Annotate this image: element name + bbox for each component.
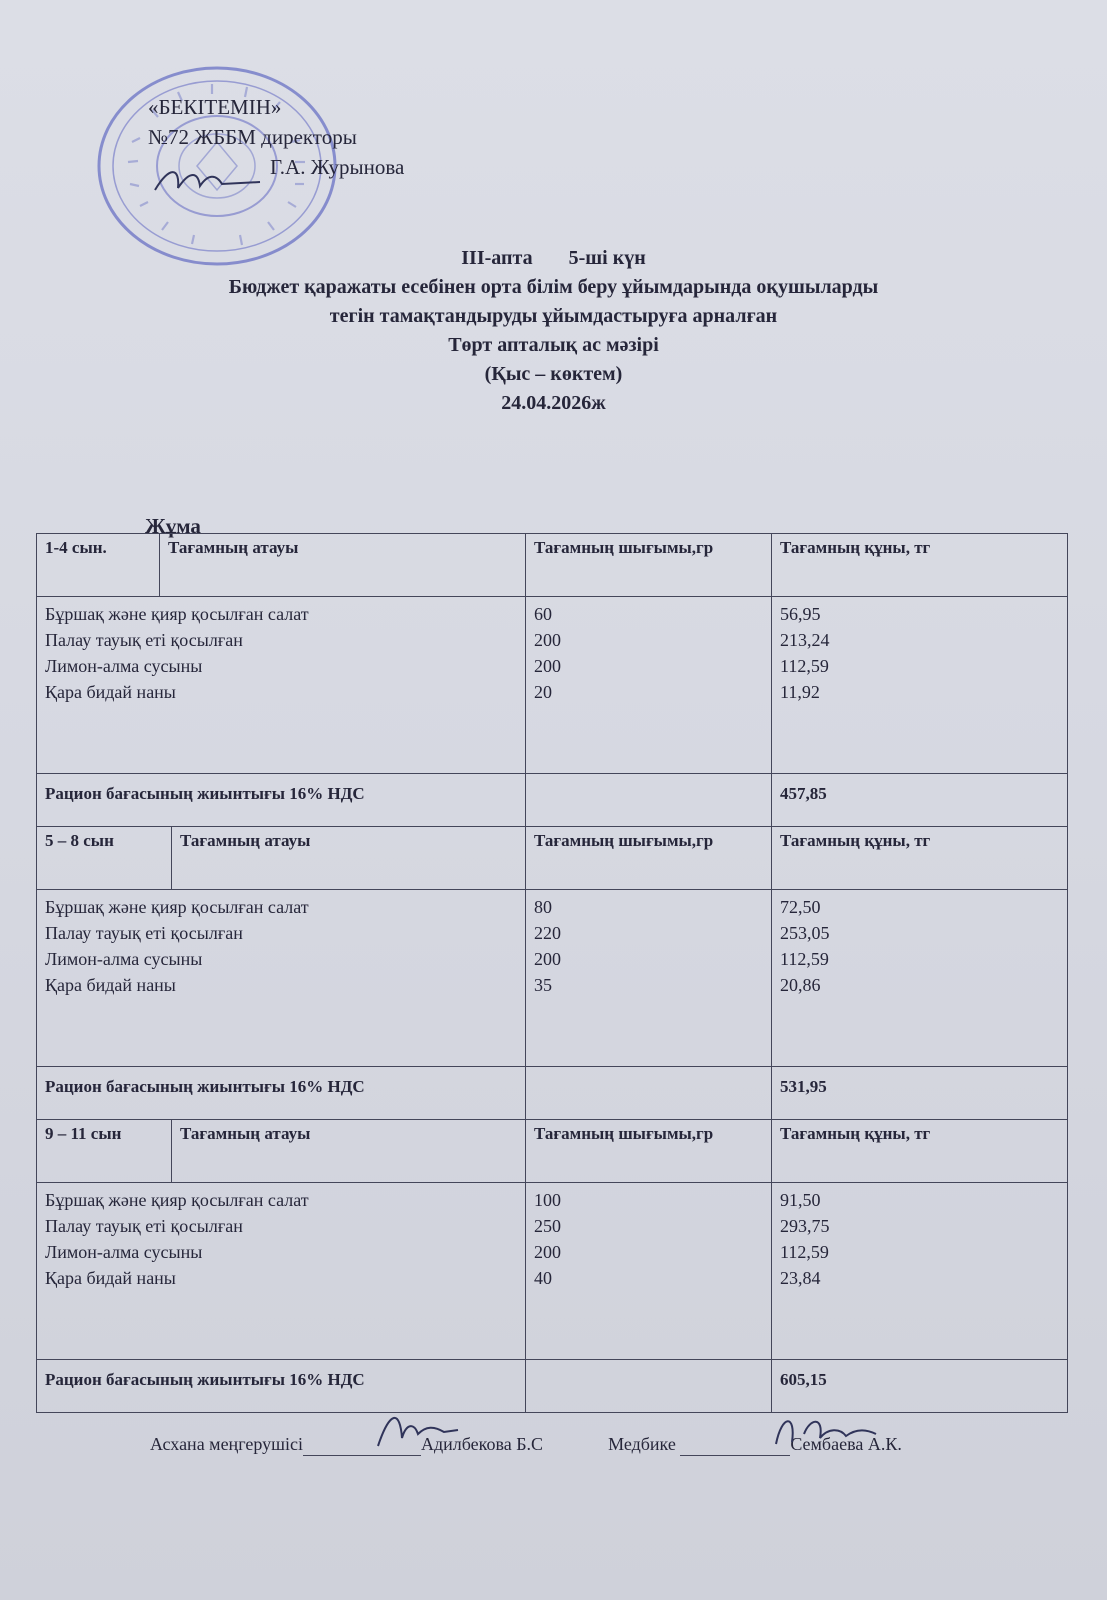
item-prices-cell: [771, 890, 1069, 1066]
total-value: 605,15: [771, 1360, 1069, 1412]
cook-name: Адилбекова Б.С: [420, 1434, 544, 1454]
item-output: 20: [534, 682, 552, 702]
title-line-2: тегін тамақтандыруды ұйымдастыруға арналған: [329, 305, 778, 327]
item-price: 20,86: [780, 975, 821, 995]
item-prices-cell: [771, 597, 1069, 773]
day-label: 5-ші күн: [568, 247, 646, 269]
item-price: 112,59: [780, 1242, 829, 1262]
item-price: 11,92: [780, 682, 820, 702]
item-output: 35: [534, 975, 552, 995]
item-output: 200: [534, 1242, 561, 1262]
nurse-signature-icon: [770, 1404, 880, 1454]
item-outputs-cell: [525, 890, 771, 1066]
item-price: 91,50: [780, 1190, 821, 1210]
total-value: 531,95: [771, 1067, 1069, 1119]
total-empty-cell: [525, 1360, 771, 1412]
item-output: 60: [534, 604, 552, 624]
item-output: 200: [534, 630, 561, 650]
item-outputs-cell: [525, 1183, 771, 1359]
approval-position: №72 ЖББМ директоры: [148, 125, 357, 149]
item-name: Палау тауық еті қосылған: [45, 923, 243, 943]
item-name: Бұршақ және қияр қосылған салат: [45, 897, 309, 917]
total-empty-cell: [525, 774, 771, 826]
item-output: 80: [534, 897, 552, 917]
item-name: Палау тауық еті қосылған: [45, 630, 243, 650]
section-header-row: [36, 1119, 1068, 1183]
nurse-name: Сембаева А.К.: [790, 1434, 902, 1454]
item-name: Лимон-алма сусыны: [45, 656, 203, 676]
col-price-header: Тағамның құны, тг: [771, 827, 1069, 889]
season-label: (Қыс – көктем): [484, 363, 623, 385]
total-empty-cell: [525, 1067, 771, 1119]
document-header: [0, 244, 1107, 418]
item-price: 56,95: [780, 604, 821, 624]
item-name: Лимон-алма сусыны: [45, 1242, 203, 1262]
col-output-header: Тағамның шығымы,гр: [525, 827, 771, 889]
cook-label: Асхана меңгерушісі: [150, 1434, 303, 1454]
item-names-cell: [37, 1183, 525, 1359]
item-output: 220: [534, 923, 561, 943]
section-header-row: [36, 826, 1068, 890]
nurse-label: Медбике: [608, 1434, 676, 1454]
col-price-header: Тағамның құны, тг: [771, 1120, 1069, 1182]
item-output: 200: [534, 949, 561, 969]
section-total-row: [36, 1066, 1068, 1120]
item-price: 213,24: [780, 630, 830, 650]
total-value: 457,85: [771, 774, 1069, 826]
section-items-row: [36, 889, 1068, 1067]
group-label: 9 – 11 сын: [45, 1124, 122, 1143]
item-name: Қара бидай наны: [45, 682, 176, 702]
section-total-row: [36, 1359, 1068, 1413]
total-label: Рацион бағасының жиынтығы 16% НДС: [45, 1077, 365, 1096]
col-output-header: Тағамның шығымы,гр: [525, 534, 771, 596]
item-names-cell: [37, 597, 525, 773]
cook-signature-icon: [372, 1404, 462, 1454]
item-name: Бұршақ және қияр қосылған салат: [45, 1190, 309, 1210]
week-day-line: [0, 244, 1107, 273]
item-price: 23,84: [780, 1268, 821, 1288]
col-name-header: Тағамның атауы: [171, 1120, 525, 1182]
section-header-row: [36, 533, 1068, 597]
title-line-3: Төрт апталық ас мәзірі: [448, 334, 659, 356]
approval-director-name: Г.А. Журынова: [270, 155, 405, 179]
item-name: Қара бидай наны: [45, 1268, 176, 1288]
total-label: Рацион бағасының жиынтығы 16% НДС: [45, 1370, 365, 1389]
total-label: Рацион бағасының жиынтығы 16% НДС: [45, 784, 365, 803]
item-price: 112,59: [780, 656, 829, 676]
item-output: 200: [534, 656, 561, 676]
item-name: Бұршақ және қияр қосылған салат: [45, 604, 309, 624]
item-name: Қара бидай наны: [45, 975, 176, 995]
item-prices-cell: [771, 1183, 1069, 1359]
col-name-header: Тағамның атауы: [171, 827, 525, 889]
approval-block: [148, 92, 404, 182]
item-price: 253,05: [780, 923, 830, 943]
item-price: 112,59: [780, 949, 829, 969]
item-output: 100: [534, 1190, 561, 1210]
item-name: Палау тауық еті қосылған: [45, 1216, 243, 1236]
item-outputs-cell: [525, 597, 771, 773]
item-output: 40: [534, 1268, 552, 1288]
col-name-header: Тағамның атауы: [159, 534, 525, 596]
section-total-row: [36, 773, 1068, 827]
approval-title: «БЕКІТЕМІН»: [148, 95, 282, 119]
group-label: 5 – 8 сын: [45, 831, 114, 850]
item-name: Лимон-алма сусыны: [45, 949, 203, 969]
item-output: 250: [534, 1216, 561, 1236]
item-price: 72,50: [780, 897, 821, 917]
item-price: 293,75: [780, 1216, 830, 1236]
col-output-header: Тағамның шығымы,гр: [525, 1120, 771, 1182]
weekday-name: Жұма: [145, 514, 201, 538]
week-label: ІІІ-апта: [461, 247, 533, 269]
col-price-header: Тағамның құны, тг: [771, 534, 1069, 596]
item-names-cell: [37, 890, 525, 1066]
group-label: 1-4 сын.: [45, 538, 107, 557]
title-line-1: Бюджет қаражаты есебінен орта білім беру ұйымдарында оқушыларды: [228, 276, 879, 298]
section-items-row: [36, 596, 1068, 774]
section-items-row: [36, 1182, 1068, 1360]
menu-date: 24.04.2026ж: [501, 392, 606, 414]
